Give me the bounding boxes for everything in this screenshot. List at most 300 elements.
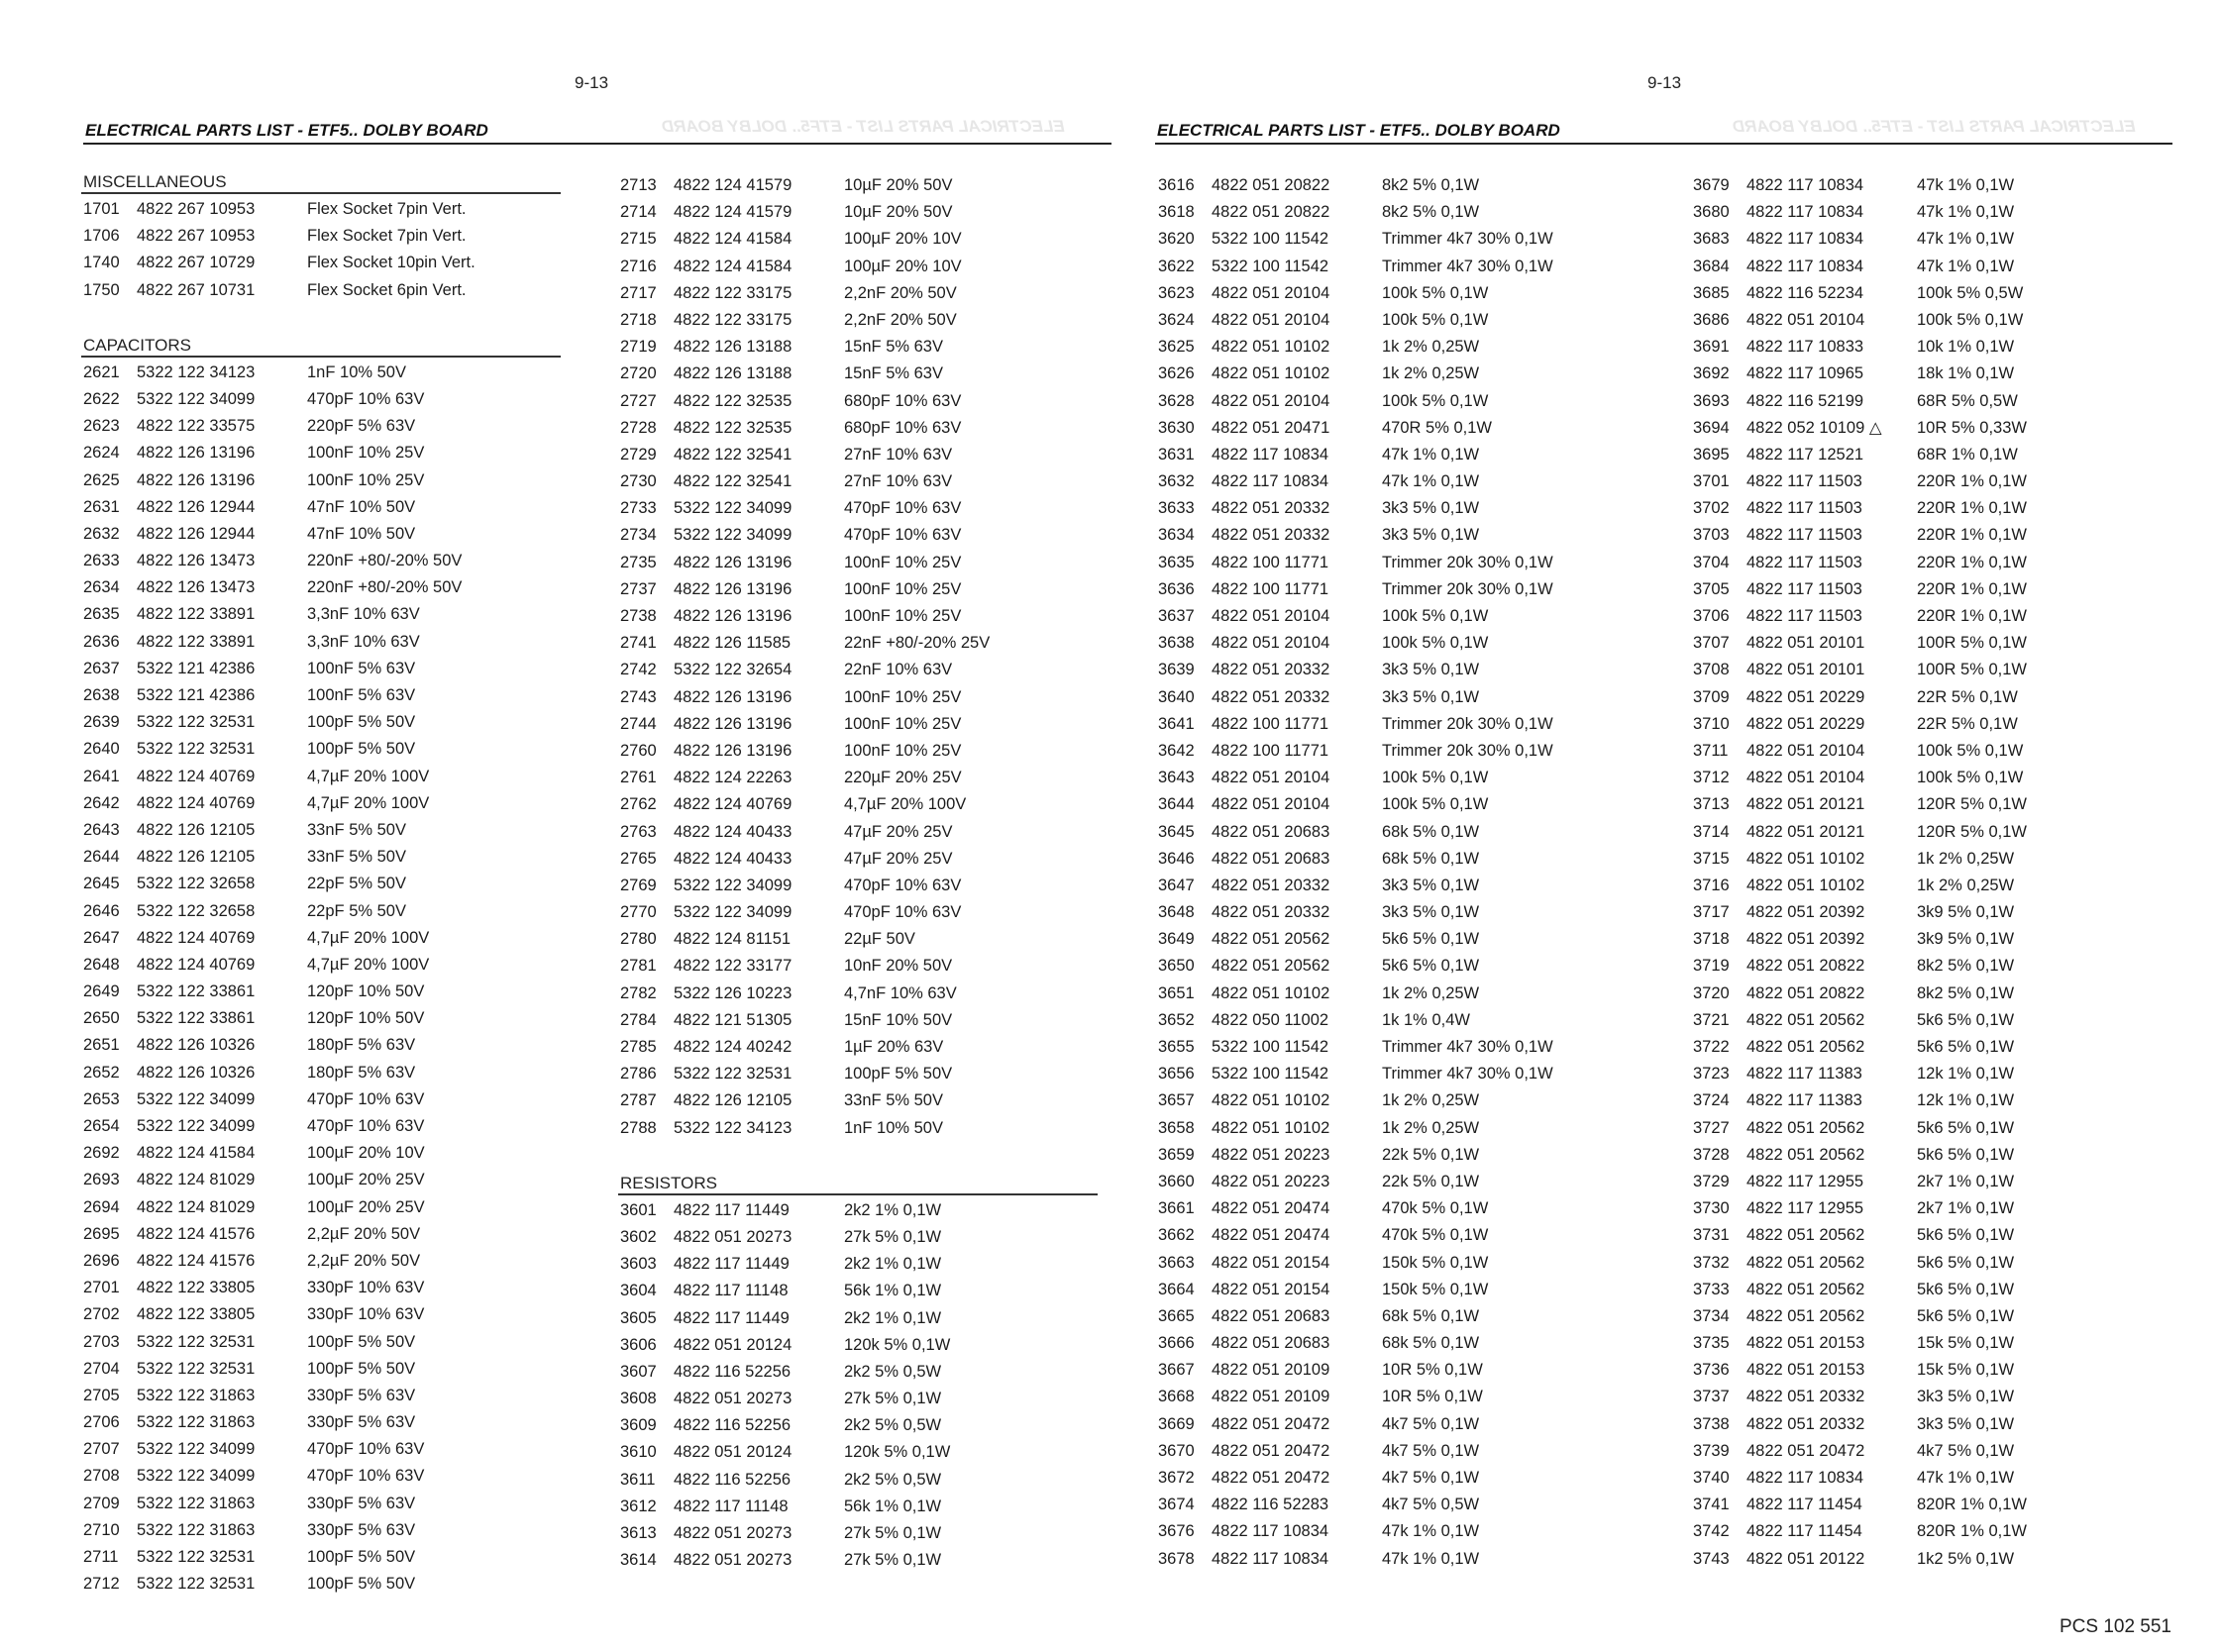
- part-position: 3714: [1693, 822, 1730, 841]
- part-row: [81, 1221, 557, 1248]
- part-description: 68k 5% 0,1W: [1382, 849, 1480, 868]
- part-row: [81, 1140, 557, 1167]
- part-description: 180pF 5% 63V: [307, 1063, 416, 1082]
- part-description: 5k6 5% 0,1W: [1917, 1226, 2015, 1245]
- part-row: [1691, 1330, 2167, 1357]
- part-position: 3719: [1693, 957, 1730, 976]
- part-position: 2694: [83, 1197, 120, 1216]
- part-row: [1691, 819, 2167, 846]
- part-row: [81, 1463, 557, 1490]
- part-number: 4822 124 40433: [674, 822, 793, 841]
- part-description: 100µF 20% 25V: [307, 1197, 425, 1216]
- part-row: [1156, 254, 1632, 280]
- part-position: 2744: [620, 714, 657, 733]
- part-description: 22R 5% 0,1W: [1917, 714, 2018, 733]
- part-description: 4,7µF 20% 100V: [844, 795, 967, 814]
- part-number: 4822 051 20471: [1212, 418, 1330, 437]
- part-row: [1691, 711, 2167, 738]
- part-number: 4822 117 10833: [1746, 338, 1864, 357]
- part-position: 3684: [1693, 257, 1730, 275]
- part-row: [1156, 576, 1632, 603]
- part-row: [1156, 1330, 1632, 1357]
- part-number: 4822 122 33805: [137, 1305, 256, 1324]
- part-description: 100R 5% 0,1W: [1917, 661, 2027, 679]
- part-description: 10nF 20% 50V: [844, 957, 953, 976]
- part-row: [1691, 1438, 2167, 1465]
- part-position: 3667: [1158, 1361, 1195, 1380]
- section-rule: [81, 192, 561, 194]
- part-row: [1691, 1007, 2167, 1034]
- part-row: [81, 1060, 557, 1086]
- part-description: 470pF 10% 63V: [307, 1089, 425, 1108]
- part-number: 4822 126 12105: [674, 1091, 793, 1110]
- part-number: 4822 122 32535: [674, 391, 793, 410]
- part-row: [1691, 1250, 2167, 1277]
- part-row: [1691, 791, 2167, 818]
- part-position: 3661: [1158, 1199, 1195, 1218]
- part-position: 3691: [1693, 338, 1730, 357]
- part-description: 68k 5% 0,1W: [1382, 1334, 1480, 1353]
- part-position: 2654: [83, 1117, 120, 1135]
- part-row: [81, 871, 557, 897]
- part-description: 820R 1% 0,1W: [1917, 1496, 2027, 1514]
- part-row: [81, 1356, 557, 1383]
- part-row: [618, 630, 1094, 657]
- part-position: 2781: [620, 957, 657, 976]
- part-row: [81, 1194, 557, 1221]
- part-description: 1k 2% 0,25W: [1917, 876, 2015, 894]
- part-description: 220R 1% 0,1W: [1917, 579, 2027, 598]
- part-row: [81, 709, 557, 736]
- part-row: [81, 979, 557, 1005]
- part-description: 27k 5% 0,1W: [844, 1551, 942, 1570]
- part-row: [1156, 1277, 1632, 1303]
- part-number: 4822 117 11503: [1746, 499, 1862, 518]
- part-number: 4822 124 41584: [674, 257, 793, 275]
- page-number: 9-13: [575, 73, 609, 92]
- part-description: Flex Socket 7pin Vert.: [307, 200, 467, 218]
- part-description: 120pF 10% 50V: [307, 1009, 425, 1028]
- part-position: 2623: [83, 417, 120, 436]
- part-description: 4k7 5% 0,1W: [1382, 1414, 1480, 1433]
- part-position: 2785: [620, 1038, 657, 1056]
- part-row: [81, 817, 557, 844]
- part-number: 4822 124 40769: [137, 955, 256, 974]
- part-position: 2735: [620, 553, 657, 571]
- part-description: 5k6 5% 0,1W: [1917, 1145, 2015, 1164]
- part-number: 4822 051 20332: [1212, 499, 1330, 518]
- part-position: 2762: [620, 795, 657, 814]
- part-number: 4822 122 33891: [137, 632, 256, 651]
- part-position: 3607: [620, 1362, 657, 1381]
- part-row: [1691, 199, 2167, 226]
- part-row: [1691, 1465, 2167, 1492]
- part-row: [1691, 684, 2167, 711]
- part-position: 3663: [1158, 1253, 1195, 1272]
- part-row: [1691, 254, 2167, 280]
- part-number: 4822 117 11449: [674, 1308, 790, 1327]
- part-description: 22k 5% 0,1W: [1382, 1172, 1480, 1190]
- part-number: 4822 122 32541: [674, 445, 793, 464]
- part-description: 4,7µF 20% 100V: [307, 793, 430, 812]
- part-row: [618, 522, 1094, 549]
- part-description: 47k 1% 0,1W: [1382, 445, 1480, 464]
- part-position: 3626: [1158, 364, 1195, 383]
- part-position: 3723: [1693, 1065, 1730, 1084]
- bleed-through-header: ELECTRICAL PARTS LIST - ETF5.. DOLBY BOARD: [662, 117, 1065, 136]
- part-description: 10R 5% 0,1W: [1382, 1361, 1483, 1380]
- part-position: 2719: [620, 338, 657, 357]
- part-description: 1k 2% 0,25W: [1382, 983, 1480, 1002]
- part-description: 47k 1% 0,1W: [1917, 257, 2015, 275]
- part-row: [1691, 873, 2167, 899]
- part-number: 4822 051 20562: [1746, 1253, 1865, 1272]
- part-number: 4822 100 11771: [1212, 714, 1329, 733]
- part-row: [1156, 738, 1632, 765]
- part-number: 4822 117 10834: [1746, 257, 1864, 275]
- part-number: 4822 051 20562: [1746, 1306, 1865, 1325]
- part-position: 3733: [1693, 1280, 1730, 1298]
- part-number: 4822 126 13188: [674, 364, 793, 383]
- part-row: [1156, 1438, 1632, 1465]
- part-description: 22pF 5% 50V: [307, 875, 406, 893]
- part-position: 3651: [1158, 983, 1195, 1002]
- part-position: 3680: [1693, 203, 1730, 222]
- part-row: [1691, 926, 2167, 953]
- part-row: [618, 1061, 1094, 1087]
- part-description: 100pF 5% 50V: [307, 1332, 416, 1351]
- part-description: 1k 1% 0,4W: [1382, 1010, 1470, 1029]
- part-number: 4822 051 20273: [674, 1227, 793, 1246]
- part-row: [618, 1115, 1094, 1142]
- part-description: 470pF 10% 63V: [844, 499, 962, 518]
- part-position: 3720: [1693, 983, 1730, 1002]
- part-row: [1156, 1142, 1632, 1169]
- part-number: 5322 122 34123: [674, 1118, 793, 1137]
- part-number: 4822 124 41576: [137, 1251, 256, 1270]
- part-position: 2717: [620, 283, 657, 302]
- part-number: 4822 051 20101: [1746, 634, 1865, 653]
- part-position: 3679: [1693, 176, 1730, 194]
- part-row: [1691, 1384, 2167, 1410]
- part-row: [618, 550, 1094, 576]
- part-description: 4,7µF 20% 100V: [307, 955, 430, 974]
- part-number: 4822 122 33175: [674, 283, 793, 302]
- part-number: 4822 051 20332: [1212, 661, 1330, 679]
- part-description: 2k2 5% 0,5W: [844, 1470, 942, 1489]
- part-description: 100pF 5% 50V: [844, 1065, 953, 1084]
- part-position: 2711: [83, 1548, 119, 1566]
- part-number: 4822 126 12105: [137, 848, 256, 867]
- part-position: 2716: [620, 257, 657, 275]
- part-number: 4822 117 11148: [674, 1282, 789, 1300]
- part-position: 2728: [620, 418, 657, 437]
- part-number: 4822 117 10834: [1746, 203, 1864, 222]
- part-position: 3638: [1158, 634, 1195, 653]
- part-description: 470pF 10% 63V: [844, 876, 962, 894]
- header-rule: [1155, 143, 2172, 145]
- part-position: 3630: [1158, 418, 1195, 437]
- part-row: [1156, 711, 1632, 738]
- part-row: [1691, 550, 2167, 576]
- part-description: 22nF +80/-20% 25V: [844, 634, 991, 653]
- part-description: 100nF 10% 25V: [844, 687, 962, 706]
- part-row: [1691, 468, 2167, 495]
- part-number: 4822 051 20332: [1212, 903, 1330, 922]
- part-number: 5322 122 34099: [674, 526, 793, 545]
- part-number: 4822 124 40433: [674, 849, 793, 868]
- part-position: 3658: [1158, 1118, 1195, 1137]
- part-position: 3707: [1693, 634, 1730, 653]
- part-description: 100k 5% 0,1W: [1382, 391, 1489, 410]
- part-position: 3734: [1693, 1306, 1730, 1325]
- part-position: 2720: [620, 364, 657, 383]
- part-description: 680pF 10% 63V: [844, 418, 962, 437]
- part-row: [1691, 630, 2167, 657]
- part-position: 3711: [1693, 741, 1729, 760]
- part-position: 2636: [83, 632, 120, 651]
- part-position: 3605: [620, 1308, 657, 1327]
- part-position: 3742: [1693, 1522, 1730, 1541]
- part-number: 4822 051 20104: [1212, 769, 1330, 787]
- part-description: 100nF 5% 63V: [307, 659, 416, 677]
- part-number: 5322 122 32531: [137, 1359, 256, 1378]
- part-description: 22nF 10% 63V: [844, 661, 953, 679]
- part-position: 2784: [620, 1010, 657, 1029]
- part-number: 4822 122 33575: [137, 417, 256, 436]
- part-description: 100pF 5% 50V: [307, 1575, 416, 1594]
- part-position: 3692: [1693, 364, 1730, 383]
- document-code: PCS 102 551: [2059, 1616, 2171, 1637]
- part-number: 4822 051 20474: [1212, 1226, 1330, 1245]
- section-gap: [618, 1142, 1094, 1174]
- part-description: 4k7 5% 0,5W: [1382, 1496, 1480, 1514]
- part-row: [1691, 334, 2167, 361]
- part-row: [81, 736, 557, 763]
- part-position: 3739: [1693, 1441, 1730, 1460]
- part-position: 3656: [1158, 1065, 1195, 1084]
- part-position: 2642: [83, 793, 120, 812]
- part-position: 3637: [1158, 607, 1195, 625]
- part-row: [1156, 981, 1632, 1007]
- part-position: 2787: [620, 1091, 657, 1110]
- part-row: [1156, 361, 1632, 387]
- part-position: 2693: [83, 1171, 120, 1189]
- part-number: 4822 126 13196: [137, 470, 256, 489]
- part-row: [81, 1544, 557, 1571]
- part-description: 100k 5% 0,5W: [1917, 283, 2024, 302]
- part-row: [1691, 1115, 2167, 1142]
- part-row: [1156, 550, 1632, 576]
- part-description: 100k 5% 0,1W: [1382, 795, 1489, 814]
- part-number: 4822 126 11585: [674, 634, 792, 653]
- part-description: 27k 5% 0,1W: [844, 1390, 942, 1408]
- part-number: 4822 124 41584: [674, 230, 793, 249]
- part-number: 4822 126 12105: [137, 820, 256, 839]
- part-description: 27nF 10% 63V: [844, 472, 953, 491]
- part-number: 4822 126 13196: [674, 553, 793, 571]
- part-row: [81, 1491, 557, 1517]
- part-description: 1µF 20% 63V: [844, 1038, 944, 1056]
- part-position: 2734: [620, 526, 657, 545]
- part-description: 27k 5% 0,1W: [844, 1227, 942, 1246]
- page-number: 9-13: [1647, 73, 1682, 92]
- part-row: [1691, 280, 2167, 307]
- part-row: [1156, 334, 1632, 361]
- part-description: 470k 5% 0,1W: [1382, 1199, 1489, 1218]
- part-description: 47k 1% 0,1W: [1917, 203, 2015, 222]
- part-description: 3k3 5% 0,1W: [1917, 1388, 2015, 1406]
- part-number: 5322 122 34099: [674, 499, 793, 518]
- part-number: 4822 126 12944: [137, 497, 256, 516]
- part-position: 2733: [620, 499, 657, 518]
- part-description: 470k 5% 0,1W: [1382, 1226, 1489, 1245]
- part-position: 2737: [620, 579, 657, 598]
- part-description: 3k3 5% 0,1W: [1382, 526, 1480, 545]
- part-description: 33nF 5% 50V: [307, 820, 406, 839]
- part-position: 3722: [1693, 1038, 1730, 1056]
- part-description: 120k 5% 0,1W: [844, 1335, 951, 1354]
- part-row: [1156, 1546, 1632, 1573]
- part-row: [618, 953, 1094, 980]
- part-number: 5322 122 31863: [137, 1520, 256, 1539]
- part-position: 3721: [1693, 1010, 1730, 1029]
- part-position: 2765: [620, 849, 657, 868]
- part-row: [81, 1005, 557, 1032]
- part-number: 5322 122 33861: [137, 1009, 256, 1028]
- part-row: [618, 926, 1094, 953]
- left-page: [0, 0, 1110, 1652]
- part-number: 4822 117 10834: [1746, 1469, 1864, 1487]
- part-number: 4822 051 20104: [1746, 769, 1865, 787]
- part-description: 3k3 5% 0,1W: [1382, 499, 1480, 518]
- part-description: Trimmer 4k7 30% 0,1W: [1382, 1065, 1553, 1084]
- part-description: 100µF 20% 10V: [307, 1144, 425, 1163]
- part-position: 2622: [83, 389, 120, 408]
- part-number: 4822 117 11148: [674, 1497, 789, 1515]
- part-position: 3717: [1693, 903, 1730, 922]
- part-position: 3665: [1158, 1306, 1195, 1325]
- part-position: 3625: [1158, 338, 1195, 357]
- part-position: 3636: [1158, 579, 1195, 598]
- part-position: 3718: [1693, 930, 1730, 949]
- part-position: 3643: [1158, 769, 1195, 787]
- part-position: 2704: [83, 1359, 120, 1378]
- part-number: 4822 051 20822: [1212, 203, 1330, 222]
- part-row: [1691, 953, 2167, 980]
- part-row: [81, 1275, 557, 1301]
- part-row: [1156, 307, 1632, 334]
- part-description: 15k 5% 0,1W: [1917, 1334, 2015, 1353]
- part-number: 5322 122 34099: [137, 389, 256, 408]
- part-position: 3705: [1693, 579, 1730, 598]
- part-number: 4822 124 40242: [674, 1038, 793, 1056]
- part-number: 4822 126 10326: [137, 1063, 256, 1082]
- part-description: 2,2µF 20% 50V: [307, 1251, 421, 1270]
- part-position: 2633: [83, 552, 120, 570]
- part-description: 3k3 5% 0,1W: [1382, 687, 1480, 706]
- part-description: 100µF 20% 25V: [307, 1171, 425, 1189]
- part-number: 5322 100 11542: [1212, 1038, 1329, 1056]
- part-number: 4822 126 13196: [674, 741, 793, 760]
- part-number: 4822 124 40769: [674, 795, 793, 814]
- part-row: [81, 925, 557, 952]
- part-row: [1691, 1222, 2167, 1249]
- part-row: [1156, 926, 1632, 953]
- part-row: [618, 334, 1094, 361]
- part-position: 3724: [1693, 1091, 1730, 1110]
- part-row: [618, 1197, 1094, 1224]
- part-position: 3611: [620, 1470, 656, 1489]
- part-description: 68k 5% 0,1W: [1382, 1306, 1480, 1325]
- part-number: 4822 117 11503: [1746, 579, 1862, 598]
- part-description: 100k 5% 0,1W: [1382, 634, 1489, 653]
- part-description: 3k3 5% 0,1W: [1382, 876, 1480, 894]
- part-row: [1156, 819, 1632, 846]
- part-row: [1691, 576, 2167, 603]
- part-position: 2760: [620, 741, 657, 760]
- part-description: 56k 1% 0,1W: [844, 1282, 942, 1300]
- part-number: 4822 051 10102: [1746, 876, 1865, 894]
- part-description: 220pF 5% 63V: [307, 417, 416, 436]
- part-description: 470pF 10% 63V: [844, 903, 962, 922]
- part-position: 2624: [83, 444, 120, 463]
- part-position: 3737: [1693, 1388, 1730, 1406]
- part-row: [1156, 899, 1632, 926]
- part-number: 4822 051 20474: [1212, 1199, 1330, 1218]
- part-description: 33nF 5% 50V: [307, 848, 406, 867]
- part-description: 4k7 5% 0,1W: [1382, 1469, 1480, 1487]
- part-description: 100k 5% 0,1W: [1382, 310, 1489, 329]
- part-description: 22pF 5% 50V: [307, 901, 406, 920]
- part-row: [81, 467, 557, 494]
- part-row: [618, 1007, 1094, 1034]
- bleed-through-header: ELECTRICAL PARTS LIST - ETF5.. DOLBY BOARD: [1733, 117, 2136, 136]
- part-number: 5322 122 33861: [137, 982, 256, 1001]
- part-description: 10µF 20% 50V: [844, 176, 953, 194]
- part-position: 3623: [1158, 283, 1195, 302]
- part-position: 2707: [83, 1440, 120, 1459]
- part-position: 3622: [1158, 257, 1195, 275]
- part-row: [618, 1494, 1094, 1520]
- part-position: 3606: [620, 1335, 657, 1354]
- part-description: 47nF 10% 50V: [307, 497, 416, 516]
- part-row: [1156, 388, 1632, 415]
- part-description: 3k9 5% 0,1W: [1917, 930, 2015, 949]
- part-number: 4822 126 12944: [137, 524, 256, 543]
- part-position: 3741: [1693, 1496, 1730, 1514]
- part-description: 3k9 5% 0,1W: [1917, 903, 2015, 922]
- part-number: 4822 051 20332: [1746, 1388, 1865, 1406]
- part-position: 3647: [1158, 876, 1195, 894]
- part-row: [618, 468, 1094, 495]
- part-number: 4822 124 40769: [137, 793, 256, 812]
- page-header: ELECTRICAL PARTS LIST - ETF5.. DOLBY BOARD: [85, 121, 488, 140]
- part-description: Trimmer 20k 30% 0,1W: [1382, 741, 1553, 760]
- part-number: 4822 051 20562: [1746, 1145, 1865, 1164]
- part-row: [1691, 1277, 2167, 1303]
- part-number: 4822 100 11771: [1212, 553, 1329, 571]
- part-number: 5322 122 31863: [137, 1386, 256, 1404]
- part-number: 5322 121 42386: [137, 659, 256, 677]
- part-position: 3633: [1158, 499, 1195, 518]
- part-row: [1156, 1384, 1632, 1410]
- part-number: 4822 122 33177: [674, 957, 793, 976]
- part-row: [618, 1251, 1094, 1278]
- part-description: 4,7µF 20% 100V: [307, 767, 430, 785]
- part-number: 4822 124 81029: [137, 1171, 256, 1189]
- part-row: [81, 440, 557, 466]
